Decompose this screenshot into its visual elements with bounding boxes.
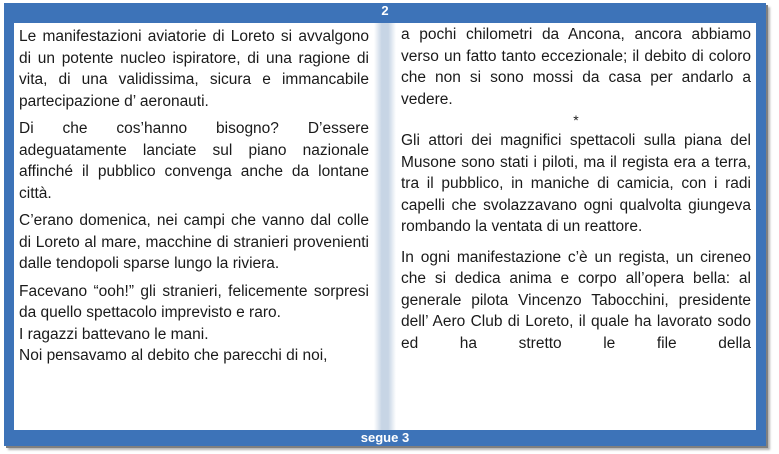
continuation-footer: segue 3 — [360, 430, 410, 445]
page-number: 2 — [381, 3, 389, 18]
right-paragraph-2: Gli attori dei magnifici spettacoli sulla piana del Musone sono stati i piloti, ma il regista era a terra, tra il pubblico, in maniche di camicia, con i radi capelli che svolazzavano ogni qualvolta giungeva rombando la ventata di un reattore. — [401, 132, 751, 235]
left-paragraph-4: Facevano “ooh!” gli stranieri, felicemente sorpresi da quello spettacolo imprevisto e raro. — [19, 282, 369, 321]
column-gutter — [374, 23, 396, 430]
left-column — [14, 23, 374, 430]
left-paragraph-1: Le manifestazioni aviatorie di Loreto si avvalgono di un potente nucleo ispiratore, di una ragione di vita, di una validissima, sicura e immancabile partecipazione d’ aeronauti. — [19, 28, 369, 110]
left-paragraph-3: C’erano domenica, nei campi che vanno dal colle di Loreto al mare, macchine di stranieri provenienti dalle tendopoli sparse lungo la riviera. — [19, 212, 369, 272]
left-paragraph-2: Di che cos’hanno bisogno? D’essere adeguatamente lanciate sul piano nazionale affinché il pubblico convenga anche da lontane città. — [19, 120, 369, 202]
left-paragraph-6: Noi pensavamo al debito che parecchi di noi, — [19, 347, 328, 364]
page-frame — [4, 3, 766, 446]
right-paragraph-1: a pochi chilometri da Ancona, ancora abbiamo verso un fatto tanto eccezionale; il debito di coloro che non si sono mossi da casa per andarlo a vedere. — [401, 26, 751, 108]
right-column — [396, 23, 756, 430]
right-paragraph-3: In ogni manifestazione c’è un regista, un cireneo che si dedica anima e corpo all’opera bella: al generale pilota Vincenzo Tabocchini, presidente dell’ Aero Club di Loreto, il quale ha lavorato sodo ed ha stretto le file della — [401, 248, 751, 352]
section-separator-star: * — [573, 112, 579, 128]
left-paragraph-5: I ragazzi battevano le mani. — [19, 325, 209, 343]
